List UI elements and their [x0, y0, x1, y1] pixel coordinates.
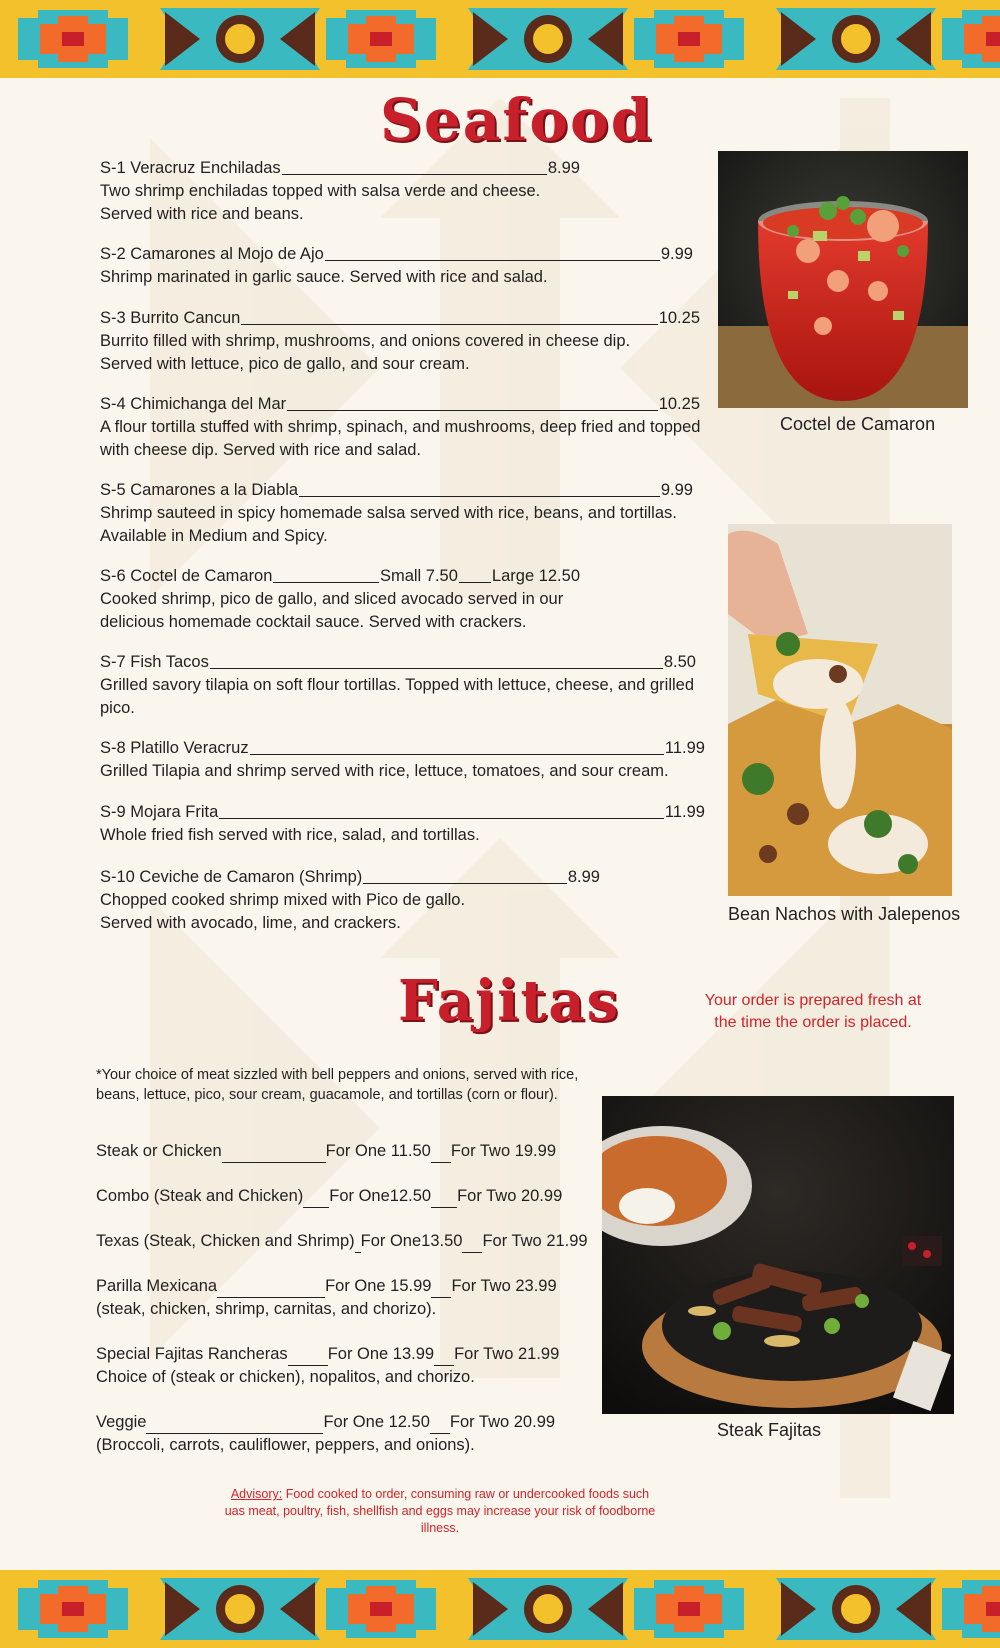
item-name: Parilla Mexicana — [96, 1277, 218, 1295]
item-name: S-3 Burrito Cancun — [100, 309, 241, 327]
nachos-caption: Bean Nachos with Jalepenos — [728, 904, 961, 924]
item-name: S-7 Fish Tacos — [100, 653, 209, 671]
item-desc: Whole fried fish served with rice, salad, and tortillas. — [100, 826, 480, 844]
item-price-two: For Two 21.99 — [482, 1232, 588, 1250]
item-name: S-4 Chimichanga del Mar — [100, 395, 287, 413]
item-desc: with cheese dip. Served with rice and salad. — [100, 441, 422, 459]
item-name: Veggie — [96, 1413, 147, 1431]
item-price: 10.25 — [658, 309, 700, 327]
item-price-one: For One 12.50 — [323, 1413, 430, 1431]
menu-item-s10 — [100, 866, 600, 935]
seafood-heading: Seafood — [380, 86, 654, 154]
item-name: Combo (Steak and Chicken) — [96, 1187, 304, 1205]
fajitas-caption: Steak Fajitas — [717, 1420, 822, 1440]
item-price-two: For Two 19.99 — [450, 1142, 556, 1160]
item-name: S-1 Veracruz Enchiladas — [100, 159, 281, 177]
item-price-large: Large 12.50 — [491, 567, 580, 585]
item-desc: Burrito filled with shrimp, mushrooms, and onions covered in cheese dip. — [100, 332, 631, 350]
item-desc: pico. — [100, 699, 135, 717]
top-border-pattern — [0, 0, 1000, 78]
item-name: S-9 Mojara Frita — [100, 803, 219, 821]
item-name: S-8 Platillo Veracruz — [100, 739, 249, 757]
item-desc: delicious homemade cocktail sauce. Served with crackers. — [100, 613, 527, 631]
item-price: 8.99 — [567, 868, 600, 886]
item-desc: Chopped cooked shrimp mixed with Pico de gallo. — [100, 891, 466, 909]
item-name: S-5 Camarones a la Diabla — [100, 481, 299, 499]
item-desc: Cooked shrimp, pico de gallo, and sliced avocado served in our — [100, 590, 564, 608]
item-desc: (Broccoli, carrots, cauliflower, peppers, and onions). — [96, 1436, 475, 1454]
item-name: Steak or Chicken — [96, 1142, 222, 1160]
item-price-small: Small 7.50 — [379, 567, 458, 585]
item-price: 11.99 — [664, 803, 705, 821]
item-desc: Choice of (steak or chicken), nopalitos, and chorizo. — [96, 1368, 475, 1386]
item-price-two: For Two 23.99 — [451, 1277, 557, 1295]
coctel-caption: Coctel de Camaron — [780, 414, 936, 434]
item-price-one: For One12.50 — [329, 1187, 432, 1205]
menu-item-s9 — [100, 801, 705, 847]
fajitas-note-line: beans, lettuce, pico, sour cream, guacamole, and tortillas (corn or flour). — [96, 1087, 558, 1103]
fresh-note — [688, 990, 938, 1034]
advisory-body: Food cooked to order, consuming raw or undercooked foods such uas meat, poultry, fish, shellfish and eggs may increase your risk of foodborne illness. — [224, 1487, 656, 1535]
item-desc: (steak, chicken, shrimp, carnitas, and chorizo). — [96, 1300, 437, 1318]
item-price-two: For Two 20.99 — [457, 1187, 563, 1205]
fajita-item-veggie — [96, 1411, 736, 1457]
fajitas-note — [96, 1065, 616, 1105]
menu-item-s5 — [100, 479, 693, 548]
item-price-one: For One 15.99 — [325, 1277, 432, 1295]
item-price-one: For One 13.99 — [327, 1345, 435, 1363]
fajitas-photo — [602, 1096, 954, 1414]
item-desc: A flour tortilla stuffed with shrimp, spinach, and mushrooms, deep fried and topped — [100, 418, 701, 436]
item-price: 10.25 — [658, 395, 700, 413]
coctel-photo — [718, 151, 968, 408]
item-price: 9.99 — [660, 245, 693, 263]
item-desc: Grilled savory tilapia on soft flour tortillas. Topped with lettuce, cheese, and grilled — [100, 676, 695, 694]
item-price: 11.99 — [664, 739, 705, 757]
item-price-one: For One13.50 — [360, 1232, 463, 1250]
advisory-label: Advisory: — [230, 1487, 283, 1501]
item-desc: Served with lettuce, pico de gallo, and sour cream. — [100, 355, 470, 373]
item-price: 8.99 — [547, 159, 580, 177]
fresh-note-line: the time the order is placed. — [714, 1014, 912, 1031]
menu-item-s3 — [100, 307, 700, 376]
item-price-two: For Two 20.99 — [449, 1413, 556, 1431]
item-desc: Shrimp sauteed in spicy homemade salsa served with rice, beans, and tortillas. — [100, 504, 677, 522]
nachos-photo — [728, 524, 952, 896]
item-price-one: For One 11.50 — [325, 1142, 431, 1160]
menu-item-s1 — [100, 157, 580, 226]
menu-item-s4 — [100, 393, 700, 462]
item-name: S-10 Ceviche de Camaron (Shrimp) — [100, 868, 363, 886]
menu-item-s8 — [100, 737, 705, 783]
item-desc: Shrimp marinated in garlic sauce. Served with rice and salad. — [100, 268, 548, 286]
fajitas-heading: Fajitas — [398, 968, 621, 1034]
item-desc: Two shrimp enchiladas topped with salsa verde and cheese. — [100, 182, 541, 200]
item-price: 8.50 — [663, 653, 696, 671]
item-desc: Available in Medium and Spicy. — [100, 527, 328, 545]
item-desc: Served with avocado, lime, and crackers. — [100, 914, 401, 932]
advisory-text — [220, 1486, 660, 1537]
menu-item-s7 — [100, 651, 696, 720]
menu-item-s6 — [100, 565, 700, 634]
menu-item-s2 — [100, 243, 693, 289]
item-name: Special Fajitas Rancheras — [96, 1345, 288, 1363]
item-name: S-2 Camarones al Mojo de Ajo — [100, 245, 324, 263]
bottom-border-pattern — [0, 1570, 1000, 1648]
fresh-note-line: Your order is prepared fresh at — [704, 992, 922, 1009]
item-name: Texas (Steak, Chicken and Shrimp) — [96, 1232, 355, 1250]
item-price-two: For Two 21.99 — [454, 1345, 560, 1363]
item-name: S-6 Coctel de Camaron — [100, 567, 273, 585]
item-price: 9.99 — [660, 481, 693, 499]
item-desc: Grilled Tilapia and shrimp served with rice, lettuce, tomatoes, and sour cream. — [100, 762, 669, 780]
fajitas-note-line: *Your choice of meat sizzled with bell peppers and onions, served with rice, — [96, 1067, 579, 1083]
item-desc: Served with rice and beans. — [100, 205, 304, 223]
